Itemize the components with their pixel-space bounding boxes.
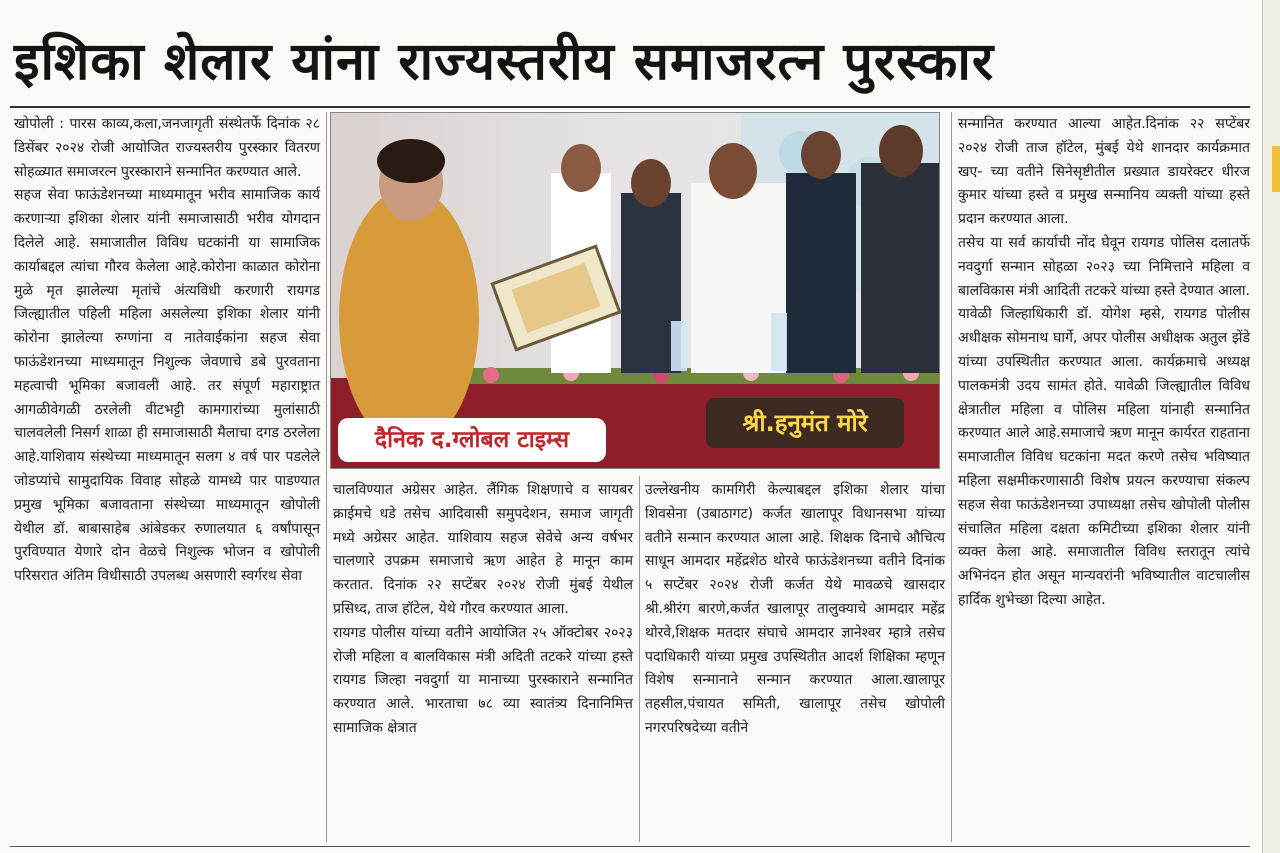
reporter-name-caption: श्री.हनुमंत मोरे	[706, 398, 904, 448]
article-column-4	[958, 113, 1250, 613]
bottom-rule	[10, 846, 1250, 847]
headline: इशिका शेलार यांना राज्यस्तरीय समाजरत्न पुरस्कार	[14, 32, 995, 92]
article-column-1	[14, 113, 320, 589]
adjacent-page-edge	[1262, 0, 1280, 853]
paragraph: उल्लेखनीय कामगिरी केल्याबद्दल इशिका शेलार यांचा शिवसेना (उबाठागट) कर्जत खालापूर विधानसभा यांच्या वतीने सन्मान करण्यात आला आहे. शिक्षक दिनाचे औचित्य साधून आमदार महेंद्रशेठ थोरवे फाऊंडेशनच्या वतीने दिनांक ५ सप्टेंबर २०२४ रोजी कर्जत येथे मावळचे खासदार श्री.श्रीरंग बारणे,कर्जत खालापूर तालुक्याचे आमदार महेंद्र थोरवे,शिक्षक मतदार संघाचे आमदार ज्ञानेश्वर म्हात्रे तसेच पदाधिकारी यांच्या प्रमुख उपस्थितीत आदर्श शिक्षिका म्हणून विशेष सन्मानाने सन्मान करण्यात आला.खालापूर तहसील,पंचायत समिती, खालापूर तसेच खोपोली नगरपरिषदेच्या वतीने	[645, 482, 945, 736]
adjacent-page-marker	[1272, 146, 1280, 192]
paragraph: तसेच या सर्व कार्याची नोंद घेवून रायगड पोलिस दलातर्फे नवदुर्गा सन्मान सोहळा २०२३ च्या निमित्ताने महिला व बालविकास मंत्री आदिती तटकरे यांच्या हस्ते देण्यात आला. यावेळी जिल्हाधिकारी डॉ. योगेश म्हसे, रायगड पोलीस अधीक्षक सोमनाथ घार्गे, अपर पोलीस अधीक्षक अतुल झेंडे यांच्या उपस्थितीत करण्यात आला. कार्यक्रमाचे अध्यक्ष पालकमंत्री उदय सामंत होते. यावेळी जिल्ह्यातील विविध क्षेत्रातील महिला व पोलिस महिला यांनाही सन्मानित करण्यात आले आहे.समाजाचे ऋण मानून कार्यरत राहताना समाजातील विविध घटकांना मदत करणे तसेच भविष्यात महिला सक्षमीकरणासाठी विशेष प्रयत्न करण्याचा संकल्प सहज सेवा फाऊंडेशनच्या उपाध्यक्षा तसेच खोपोली पोलीस संचालित महिला दक्षता कमिटीच्या इशिका शेलार यांनी व्यक्त केला आहे. समाजातील विविध स्तरातून त्यांचे अभिनंदन होत असून मान्यवरांनी भविष्यातील वाटचालीस हार्दिक शुभेच्छा दिल्या आहेत.	[958, 234, 1250, 608]
column-divider	[951, 112, 952, 842]
article-column-2	[333, 479, 633, 741]
paragraph: सन्मानित करण्यात आल्या आहेत.दिनांक २२ सप्टेंबर २०२४ रोजी ताज हॉटेल, मुंबई येथे शानदार कार्यक्रमात खए- च्या वतीने सिनेसृष्टीतील प्रख्यात डायरेक्टर धीरज कुमार यांच्या हस्ते व प्रमुख सन्मानिय व्यक्ती यांच्या हस्ते प्रदान करण्यात आला.	[958, 116, 1250, 228]
column-divider	[639, 476, 640, 842]
paragraph: खोपोली : पारस काव्य,कला,जनजागृती संस्थेतर्फे दिनांक २८ डिसेंबर २०२४ रोजी आयोजित राज्यस्तरीय पुरस्कार वितरण सोहळ्यात समाजरत्न पुरस्काराने सन्मानित करण्यात आले.	[14, 116, 320, 180]
column-divider	[326, 112, 327, 842]
article-column-3	[645, 479, 945, 741]
paragraph: चालविण्यात अग्रेसर आहेत. लैंगिक शिक्षणाचे व सायबर क्राईमचे धडे तसेच आदिवासी समुपदेशन, समाज जागृती मध्ये अग्रेसर आहेत. याशिवाय सहज सेवेचे अन्य वर्षभर चालणारे उपक्रम समाजाचे ऋण आहेत हे मानून काम करतात. दिनांक २२ सप्टेंबर २०२४ रोजी मुंबई येथील प्रसिध्द, ताज हॉटेल, येथे गौरव करण्यात आला.	[333, 482, 633, 617]
paragraph: सहज सेवा फाऊंडेशनच्या माध्यमातून भरीव सामाजिक कार्य करणाऱ्या इशिका शेलार यांनी समाजासाठी भरीव योगदान दिलेले आहे. समाजातील विविध घटकांनी या सामाजिक कार्याबद्दल त्यांचा गौरव केलेला आहे.कोरोना काळात कोरोना मुळे मृत झालेल्या मृतांचे अंत्यविधी करणारी रायगड जिल्ह्यातील पहिली महिला असलेल्या इशिका शेलार यांनी कोरोना झालेल्या रुग्णांना व नातेवाईकांना सहज सेवा फाऊंडेशनच्या माध्यमातून निशुल्क जेवणाचे डबे पुरवताना महत्वाची भूमिका बजावली आहे. तर संपूर्ण महाराष्ट्रात आगळीवेगळी ठरलेली वीटभट्टी कामगारांच्या मुलांसाठी चालवलेली निसर्ग शाळा ही समाजासाठी मैलाचा दगड ठरलेला आहे.याशिवाय संस्थेच्या माध्यमातून सलग ४ वर्ष पार पडलेले जोडप्यांचे सामुदायिक विवाह सोहळे यामध्ये पार पाडण्यात प्रमुख भूमिका बजावताना संस्थेच्या माध्यमातून खोपोली येथील डॉ. बाबासाहेब आंबेडकर रुणालयात ६ वर्षांपासून पुरविण्यात येणारे दोन वेळचे निशुल्क भोजन व खोपोली परिसरात अंतिम विधीसाठी उपलब्ध असणारी स्वर्गरथ सेवा	[14, 187, 320, 585]
newspaper-name-caption: दैनिक द.ग्लोबल टाइम्स	[338, 418, 606, 462]
headline-rule	[10, 106, 1250, 108]
paragraph: रायगड पोलीस यांच्या वतीने आयोजित २५ ऑक्टोबर २०२३ रोजी महिला व बालविकास मंत्री अदिती तटकरे यांच्या हस्ते रायगड जिल्हा नवदुर्गा या मानाच्या पुरस्काराने सन्मानित करण्यात आले. भारताचा ७८ व्या स्वातंत्र्य दिनानिमित्त सामाजिक क्षेत्रात	[333, 624, 633, 736]
